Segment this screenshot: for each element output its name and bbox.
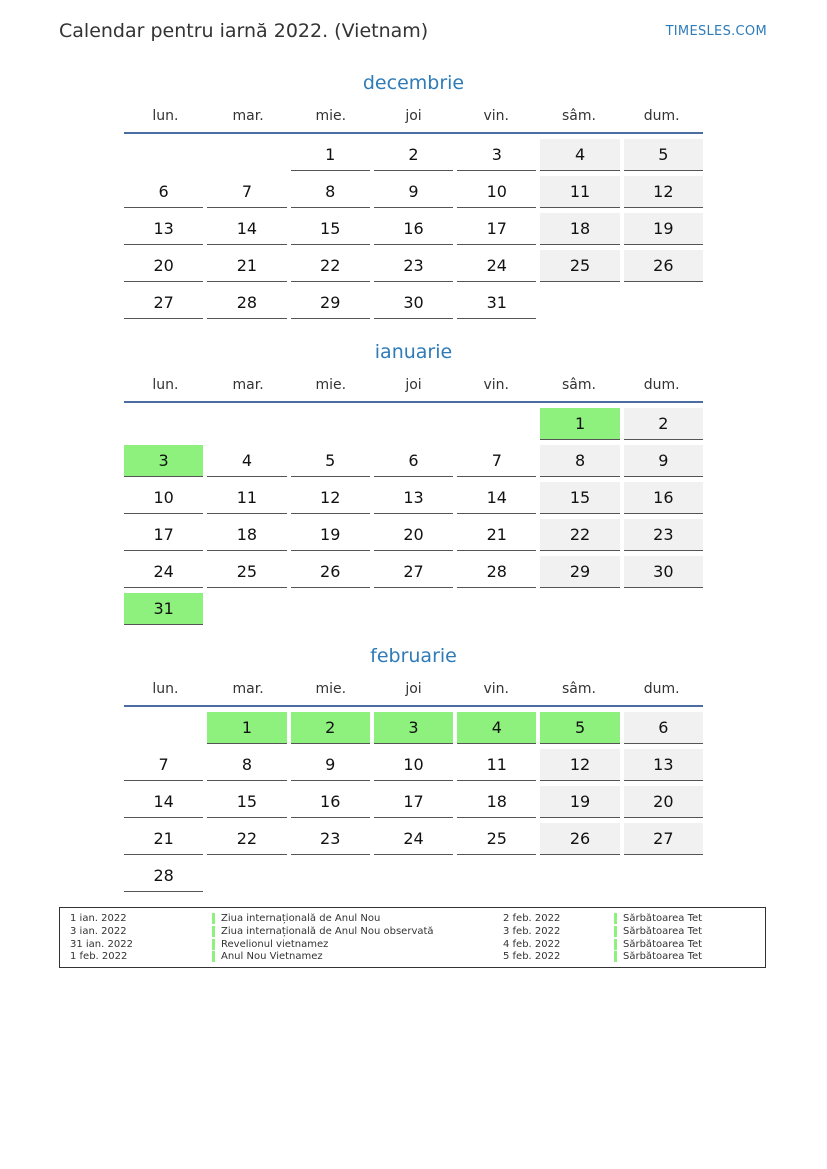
day-cell[interactable]: 27 (624, 823, 703, 855)
legend-date: 3 ian. 2022 (70, 925, 127, 937)
legend-holiday-name: Revelionul vietnamez (212, 939, 328, 950)
weekday-label: joi (405, 681, 422, 697)
weekday-label: lun. (152, 377, 179, 393)
empty-day-cell (540, 287, 619, 318)
day-cell[interactable]: 28 (124, 860, 203, 892)
legend-row (503, 951, 702, 964)
day-cell[interactable]: 6 (374, 445, 453, 477)
month-january (124, 337, 703, 625)
day-cell[interactable]: 8 (540, 445, 619, 477)
day-cell[interactable]: 22 (540, 519, 619, 551)
day-grid (124, 712, 703, 892)
legend-date: 1 feb. 2022 (70, 951, 128, 963)
legend-column-right (503, 913, 702, 964)
day-cell[interactable]: 2 (291, 712, 370, 744)
day-cell[interactable]: 3 (457, 139, 536, 171)
day-cell[interactable]: 16 (291, 786, 370, 818)
day-cell[interactable]: 25 (207, 556, 286, 588)
day-cell[interactable]: 13 (124, 213, 203, 245)
day-cell[interactable]: 12 (291, 482, 370, 514)
legend-row (503, 939, 702, 952)
month-title: decembrie (362, 72, 465, 94)
day-cell[interactable]: 18 (457, 786, 536, 818)
legend-date: 3 feb. 2022 (503, 925, 561, 937)
day-cell[interactable]: 19 (291, 519, 370, 551)
weekday-label: joi (405, 377, 422, 393)
day-cell[interactable]: 9 (624, 445, 703, 477)
day-cell[interactable]: 4 (207, 445, 286, 477)
brand-link[interactable]: TIMESLES.COM (665, 24, 767, 39)
legend-holiday-name: Sărbătoarea Tet (614, 939, 702, 950)
day-cell[interactable]: 26 (624, 250, 703, 282)
day-cell[interactable]: 7 (207, 176, 286, 208)
day-cell[interactable]: 29 (291, 287, 370, 319)
day-cell[interactable]: 17 (124, 519, 203, 551)
day-cell[interactable]: 17 (374, 786, 453, 818)
day-cell[interactable]: 21 (457, 519, 536, 551)
day-cell[interactable]: 1 (540, 408, 619, 440)
day-cell[interactable]: 17 (457, 213, 536, 245)
day-cell[interactable]: 10 (124, 482, 203, 514)
day-cell[interactable]: 18 (540, 213, 619, 245)
empty-day-cell (124, 712, 203, 743)
day-cell[interactable]: 21 (207, 250, 286, 282)
day-cell[interactable]: 31 (124, 593, 203, 625)
weekday-label: mie. (315, 377, 347, 393)
day-cell[interactable]: 12 (624, 176, 703, 208)
weekday-label: lun. (152, 681, 179, 697)
legend-date: 4 feb. 2022 (503, 938, 561, 950)
day-cell[interactable]: 7 (124, 749, 203, 781)
day-cell[interactable]: 16 (624, 482, 703, 514)
empty-day-cell (457, 593, 536, 624)
weekday-label: mie. (315, 681, 347, 697)
day-cell[interactable]: 28 (207, 287, 286, 319)
day-cell[interactable]: 16 (374, 213, 453, 245)
day-cell[interactable]: 31 (457, 287, 536, 319)
legend-holiday-name: Sărbătoarea Tet (614, 913, 702, 924)
day-cell[interactable]: 19 (624, 213, 703, 245)
legend-date: 2 feb. 2022 (503, 913, 561, 924)
day-cell[interactable]: 11 (457, 749, 536, 781)
empty-day-cell (207, 408, 286, 439)
day-cell[interactable]: 30 (624, 556, 703, 588)
weekday-label: vin. (483, 377, 509, 393)
day-cell[interactable]: 18 (207, 519, 286, 551)
legend-date: 1 ian. 2022 (70, 913, 127, 924)
weekday-label: vin. (483, 108, 509, 124)
empty-day-cell (291, 860, 370, 891)
weekday-label: sâm. (561, 681, 596, 697)
empty-day-cell (374, 593, 453, 624)
day-cell[interactable]: 23 (291, 823, 370, 855)
day-cell[interactable]: 15 (207, 786, 286, 818)
empty-day-cell (624, 593, 703, 624)
day-grid (124, 139, 703, 319)
legend-row (70, 939, 434, 952)
day-cell[interactable]: 10 (374, 749, 453, 781)
day-cell[interactable]: 3 (124, 445, 203, 477)
day-cell[interactable]: 14 (124, 786, 203, 818)
legend-date: 31 ian. 2022 (70, 938, 133, 950)
day-cell[interactable]: 3 (374, 712, 453, 744)
day-cell[interactable]: 11 (207, 482, 286, 514)
day-cell[interactable]: 6 (624, 712, 703, 744)
weekday-label: mar. (232, 108, 264, 124)
empty-day-cell (207, 593, 286, 624)
legend-row (70, 951, 434, 964)
day-cell[interactable]: 5 (624, 139, 703, 171)
day-cell[interactable]: 2 (624, 408, 703, 440)
day-cell[interactable]: 12 (540, 749, 619, 781)
day-cell[interactable]: 4 (457, 712, 536, 744)
day-cell[interactable]: 5 (540, 712, 619, 744)
day-cell[interactable]: 24 (374, 823, 453, 855)
day-cell[interactable]: 15 (291, 213, 370, 245)
legend-date: 5 feb. 2022 (503, 951, 561, 963)
day-cell[interactable]: 14 (457, 482, 536, 514)
empty-day-cell (624, 860, 703, 891)
day-cell[interactable]: 25 (457, 823, 536, 855)
weekday-label: mie. (315, 108, 347, 124)
weekday-label: sâm. (561, 108, 596, 124)
empty-day-cell (124, 408, 203, 439)
weekday-header (124, 371, 703, 399)
empty-day-cell (540, 593, 619, 624)
day-cell[interactable]: 13 (374, 482, 453, 514)
header-divider (124, 401, 703, 403)
day-cell[interactable]: 20 (124, 250, 203, 282)
day-cell[interactable]: 22 (207, 823, 286, 855)
weekday-label: joi (405, 108, 422, 124)
day-cell[interactable]: 26 (540, 823, 619, 855)
day-cell[interactable]: 24 (457, 250, 536, 282)
day-cell[interactable]: 19 (540, 786, 619, 818)
empty-day-cell (457, 408, 536, 439)
day-cell[interactable]: 8 (291, 176, 370, 208)
day-cell[interactable]: 9 (374, 176, 453, 208)
day-cell[interactable]: 26 (291, 556, 370, 588)
day-cell[interactable]: 25 (540, 250, 619, 282)
day-cell[interactable]: 4 (540, 139, 619, 171)
day-grid (124, 408, 703, 625)
holiday-legend (59, 907, 766, 968)
empty-day-cell (124, 139, 203, 170)
day-cell[interactable]: 21 (124, 823, 203, 855)
weekday-header (124, 675, 703, 703)
month-december (124, 68, 703, 319)
day-cell[interactable]: 30 (374, 287, 453, 319)
weekday-label: sâm. (561, 377, 596, 393)
legend-holiday-name: Ziua internațională de Anul Nou observată (212, 926, 434, 937)
day-cell[interactable]: 23 (374, 250, 453, 282)
weekday-header (124, 102, 703, 130)
legend-row (70, 926, 434, 939)
weekday-label: dum. (643, 108, 680, 124)
day-cell[interactable]: 7 (457, 445, 536, 477)
day-cell[interactable]: 15 (540, 482, 619, 514)
weekday-label: vin. (483, 681, 509, 697)
legend-column-left (70, 913, 434, 964)
legend-row (503, 913, 702, 926)
day-cell[interactable]: 28 (457, 556, 536, 588)
legend-row (70, 913, 434, 926)
page-title: Calendar pentru iarnă 2022. (Vietnam) (59, 20, 429, 42)
legend-row (503, 926, 702, 939)
empty-day-cell (207, 139, 286, 170)
empty-day-cell (291, 593, 370, 624)
day-cell[interactable]: 1 (207, 712, 286, 744)
day-cell[interactable]: 8 (207, 749, 286, 781)
month-february (124, 641, 703, 892)
legend-holiday-name: Ziua internațională de Anul Nou (212, 913, 380, 924)
weekday-label: lun. (152, 108, 179, 124)
day-cell[interactable]: 6 (124, 176, 203, 208)
day-cell[interactable]: 27 (124, 287, 203, 319)
day-cell[interactable]: 23 (624, 519, 703, 551)
header-divider (124, 132, 703, 134)
empty-day-cell (207, 860, 286, 891)
day-cell[interactable]: 14 (207, 213, 286, 245)
empty-day-cell (291, 408, 370, 439)
day-cell[interactable]: 10 (457, 176, 536, 208)
day-cell[interactable]: 9 (291, 749, 370, 781)
day-cell[interactable]: 24 (124, 556, 203, 588)
weekday-label: dum. (643, 377, 680, 393)
empty-day-cell (624, 287, 703, 318)
day-cell[interactable]: 5 (291, 445, 370, 477)
day-cell[interactable]: 27 (374, 556, 453, 588)
weekday-label: mar. (232, 681, 264, 697)
month-title: ianuarie (374, 341, 453, 363)
day-cell[interactable]: 29 (540, 556, 619, 588)
day-cell[interactable]: 1 (291, 139, 370, 171)
header-divider (124, 705, 703, 707)
day-cell[interactable]: 2 (374, 139, 453, 171)
empty-day-cell (540, 860, 619, 891)
day-cell[interactable]: 11 (540, 176, 619, 208)
day-cell[interactable]: 20 (374, 519, 453, 551)
month-title: februarie (370, 645, 457, 667)
weekday-label: mar. (232, 377, 264, 393)
empty-day-cell (374, 860, 453, 891)
day-cell[interactable]: 22 (291, 250, 370, 282)
day-cell[interactable]: 13 (624, 749, 703, 781)
legend-holiday-name: Sărbătoarea Tet (614, 951, 702, 962)
legend-holiday-name: Sărbătoarea Tet (614, 926, 702, 937)
empty-day-cell (457, 860, 536, 891)
day-cell[interactable]: 20 (624, 786, 703, 818)
legend-holiday-name: Anul Nou Vietnamez (212, 951, 323, 962)
empty-day-cell (374, 408, 453, 439)
weekday-label: dum. (643, 681, 680, 697)
